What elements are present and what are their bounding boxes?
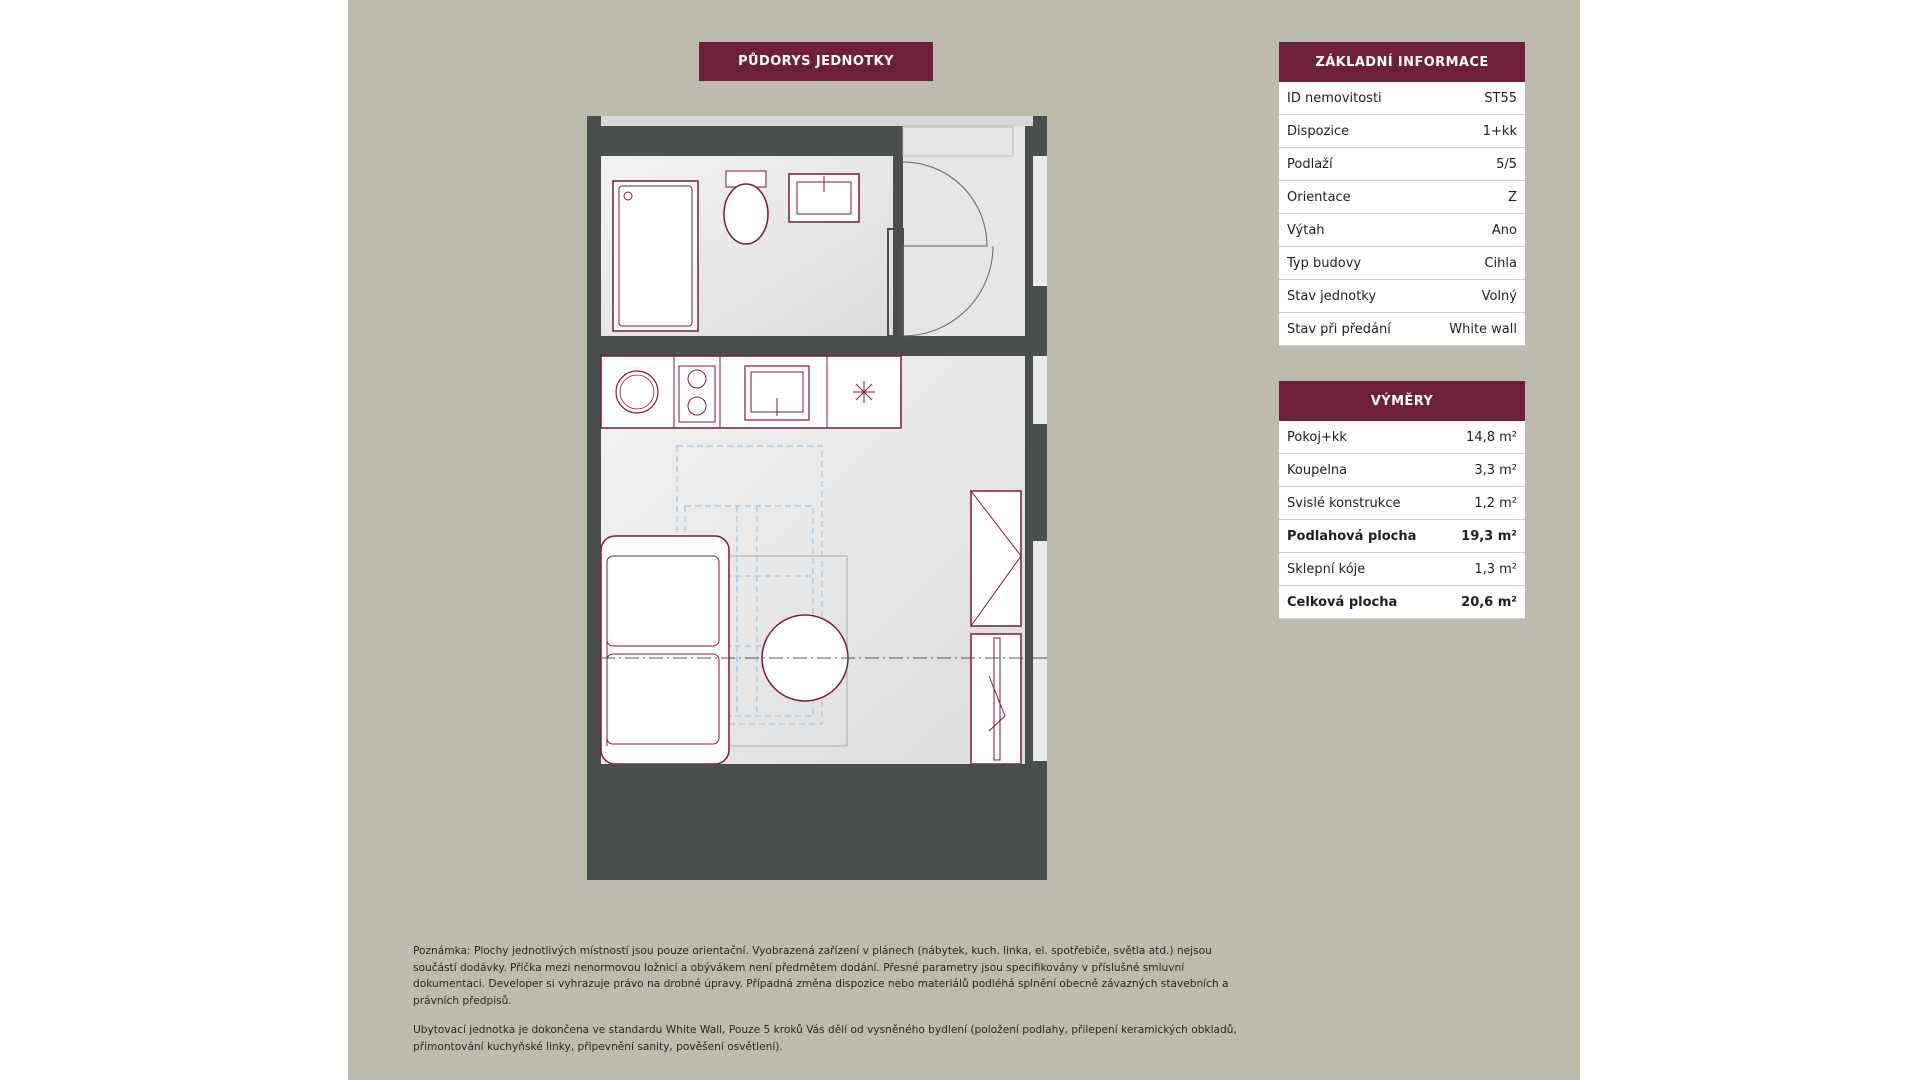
info-value: Ano — [1491, 222, 1517, 238]
floorplan-sheet — [348, 0, 1580, 1080]
info-row-layout — [1279, 115, 1525, 148]
area-value: 20,6 m² — [1461, 594, 1517, 610]
area-label: Celková plocha — [1287, 594, 1398, 610]
info-label: Orientace — [1287, 189, 1351, 205]
info-row-unit-status — [1279, 280, 1525, 313]
floorplan-title: PŮDORYS JEDNOTKY — [699, 42, 933, 81]
corridor-floor — [903, 126, 1027, 336]
info-label: Stav při předání — [1287, 321, 1391, 337]
info-row-id — [1279, 82, 1525, 115]
basic-info-panel — [1279, 42, 1525, 346]
wardrobe — [971, 491, 1021, 626]
area-label: Sklepní kóje — [1287, 561, 1366, 577]
sofa — [601, 536, 729, 764]
note-paragraph: Ubytovací jednotka je dokončena ve standardu White Wall, Pouze 5 kroků Vás dělí od vysněného bydlení (položení podlahy, přilepení keramických obkladů, přimontování kuchyňské linky, připevnění sanity, pověšení osvětlení). — [413, 1024, 1237, 1053]
info-row-orientation — [1279, 181, 1525, 214]
info-value: ST55 — [1484, 90, 1517, 106]
area-row-total-area — [1279, 586, 1525, 619]
info-row-elevator — [1279, 214, 1525, 247]
info-label: Výtah — [1287, 222, 1325, 238]
basic-info-title: ZÁKLADNÍ INFORMACE — [1279, 42, 1525, 82]
area-row-bathroom — [1279, 454, 1525, 487]
area-value: 3,3 m² — [1474, 462, 1517, 478]
info-row-handover-state — [1279, 313, 1525, 346]
info-value: 1+kk — [1482, 123, 1517, 139]
area-value: 1,2 m² — [1474, 495, 1517, 511]
info-label: ID nemovitosti — [1287, 90, 1382, 106]
toilet — [724, 184, 768, 244]
info-value: Volný — [1481, 288, 1517, 304]
area-label: Koupelna — [1287, 462, 1348, 478]
info-label: Dispozice — [1287, 123, 1350, 139]
floorplan-drawing — [587, 116, 1047, 880]
info-label: Typ budovy — [1287, 255, 1362, 271]
areas-panel — [1279, 381, 1525, 619]
area-row-room-kitchen — [1279, 421, 1525, 454]
wardrobe-2 — [971, 634, 1021, 764]
area-label: Svislé konstrukce — [1287, 495, 1401, 511]
info-label: Stav jednotky — [1287, 288, 1377, 304]
info-value: Cihla — [1484, 255, 1517, 271]
area-value: 19,3 m² — [1461, 528, 1517, 544]
info-value: White wall — [1449, 321, 1517, 337]
info-value: Z — [1508, 189, 1517, 205]
info-row-building-type — [1279, 247, 1525, 280]
info-value: 5/5 — [1496, 156, 1517, 172]
notes-section — [413, 943, 1243, 1068]
kitchen-light-symbol — [853, 381, 875, 403]
info-row-floor — [1279, 148, 1525, 181]
note-paragraph: Poznámka: Plochy jednotlivých místností jsou pouze orientační. Vyobrazená zařízení v plánech (nábytek, kuch. linka, el. spotřebiče, světla atd.) nejsou součástí dodávky. Příčka mezi nenormovou ložnicí a obývákem není předmětem dodání. Přesné parametry jsou specifikovány v příslušné smluvní dokumentaci. Developer si vyhrazuje právo na drobné úpravy. Případná změna dispozice nebo materiálů podléhá splnění obecně závazných stavebních a právních předpisů. — [413, 945, 1229, 1007]
info-label: Podlaží — [1287, 156, 1333, 172]
bathtub — [613, 181, 698, 331]
area-value: 14,8 m² — [1466, 429, 1517, 445]
area-row-cellar — [1279, 553, 1525, 586]
area-value: 1,3 m² — [1474, 561, 1517, 577]
area-label: Pokoj+kk — [1287, 429, 1347, 445]
areas-title: VÝMĚRY — [1279, 381, 1525, 421]
area-label: Podlahová plocha — [1287, 528, 1417, 544]
area-row-floor-area — [1279, 520, 1525, 553]
area-row-vertical-structures — [1279, 487, 1525, 520]
